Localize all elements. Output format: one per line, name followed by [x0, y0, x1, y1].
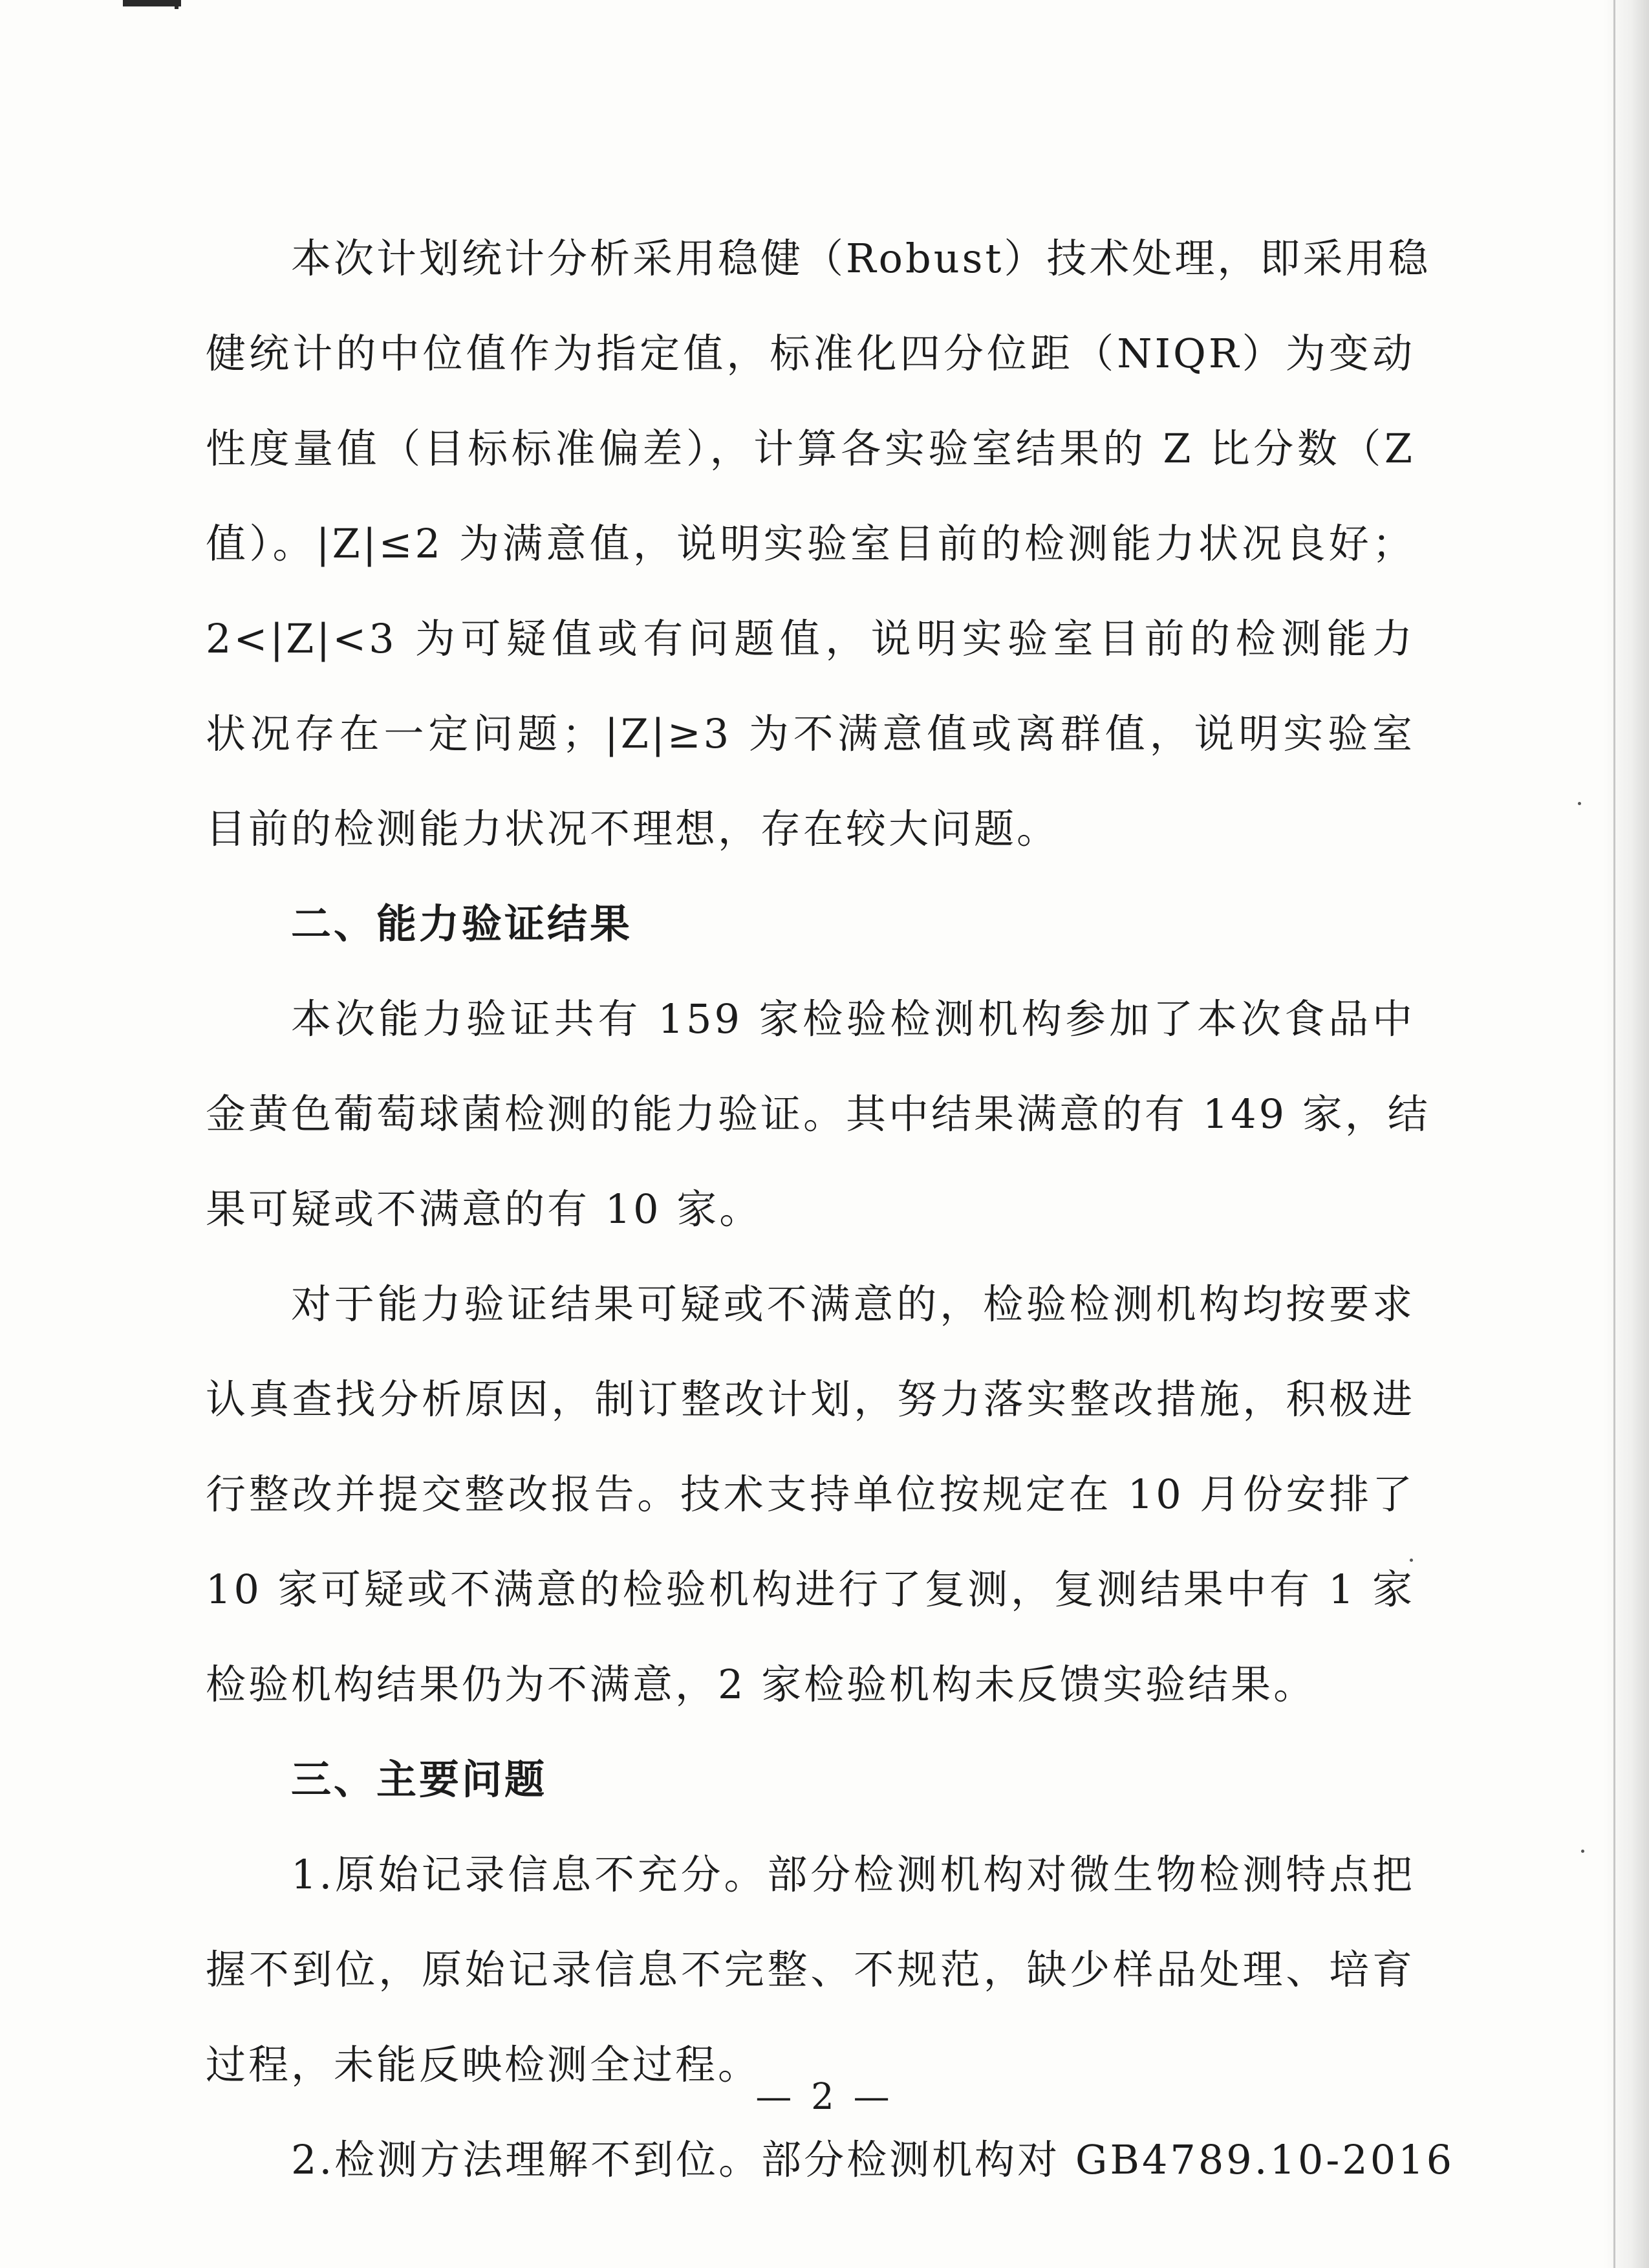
text-line: 金黄色葡萄球菌检测的能力验证。其中结果满意的有 149 家，结	[206, 1090, 1430, 1138]
text-line: 握不到位，原始记录信息不完整、不规范，缺少样品处理、培育	[206, 1946, 1415, 1993]
binding-line	[1613, 0, 1615, 2268]
text-line: 性度量值（目标标准偏差），计算各实验室结果的 Z 比分数（Z	[206, 425, 1415, 472]
text-line: 认真查找分析原因，制订整改计划，努力落实整改措施，积极进	[206, 1376, 1415, 1423]
binding-shadow	[1604, 0, 1649, 2268]
text-line: 健统计的中位值作为指定值，标准化四分位距（NIQR）为变动	[206, 330, 1415, 377]
body-text	[206, 233, 1455, 2229]
scan-corner-dot	[175, 0, 178, 9]
text-line: 检验机构结果仍为不满意，2 家检验机构未反馈实验结果。	[206, 1661, 1317, 1708]
section-heading: 二、能力验证结果	[291, 900, 633, 947]
text-line: 2.检测方法理解不到位。部分检测机构对 GB4789.10-2016	[291, 2136, 1455, 2183]
page-number: — 2 —	[755, 2076, 894, 2118]
text-line: 值）。|Z|≤2 为满意值，说明实验室目前的检测能力状况良好；	[206, 520, 1415, 567]
text-line: 目前的检测能力状况不理想，存在较大问题。	[206, 805, 1060, 852]
text-line: 对于能力验证结果可疑或不满意的，检验检测机构均按要求	[291, 1280, 1415, 1328]
section-heading: 三、主要问题	[291, 1756, 548, 1803]
text-line: 状况存在一定问题；|Z|≥3 为不满意值或离群值，说明实验室	[206, 710, 1415, 757]
text-line: 10 家可疑或不满意的检验机构进行了复测，复测结果中有 1 家	[206, 1566, 1415, 1613]
text-line: 2<|Z|<3 为可疑值或有问题值，说明实验室目前的检测能力	[206, 615, 1415, 662]
text-line: 1.原始记录信息不充分。部分检测机构对微生物检测特点把	[291, 1851, 1415, 1898]
scan-corner-mark	[123, 0, 181, 6]
text-line: 果可疑或不满意的有 10 家。	[206, 1185, 762, 1233]
text-line: 本次能力验证共有 159 家检验检测机构参加了本次食品中	[291, 995, 1415, 1042]
text-line: 行整改并提交整改报告。技术支持单位按规定在 10 月份安排了	[206, 1471, 1415, 1518]
text-line: 过程，未能反映检测全过程。	[206, 2041, 761, 2088]
scan-speck	[1578, 802, 1581, 805]
scan-speck	[1581, 1850, 1584, 1853]
text-line: 本次计划统计分析采用稳健（Robust）技术处理，即采用稳	[291, 235, 1431, 282]
